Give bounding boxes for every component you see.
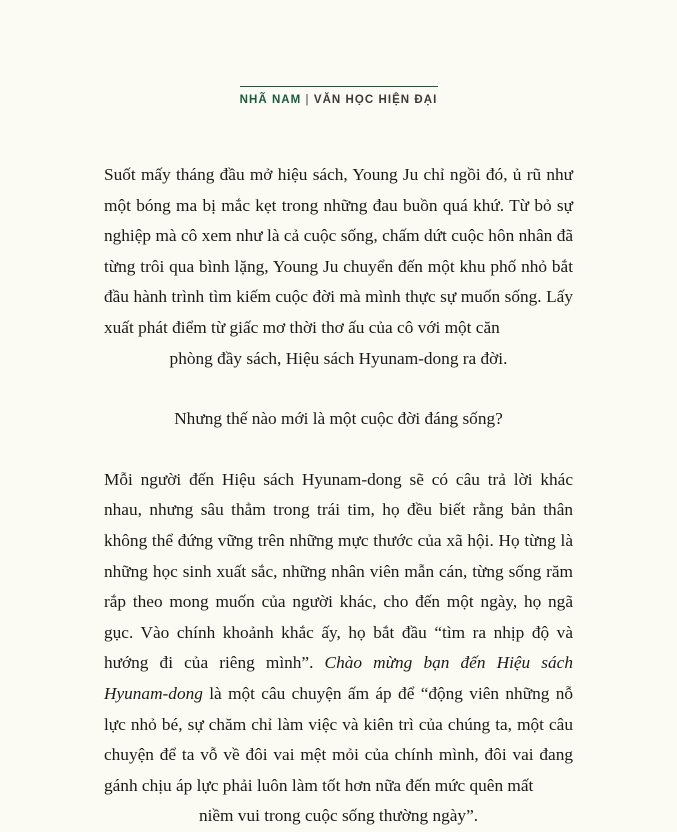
paragraph-1-last-line: phòng đầy sách, Hiệu sách Hyunam-dong ra đời. <box>169 348 508 368</box>
blurb-text <box>104 160 573 832</box>
paragraph-3 <box>104 465 573 832</box>
paragraph-3-last-line: niềm vui trong cuộc sống thường ngày”. <box>198 806 479 826</box>
paragraph-3-part-b: là một câu chuyện ấm áp để “động viên những nỗ lực nhỏ bé, sự chăm chỉ làm việc và kiên trì của chúng ta, một câu chuyện để ta vỗ về đôi vai mệt mỏi của chính mình, đôi vai đang gánh chịu áp lực phải luôn làm tốt hơn nữa đến mức quên mất <box>104 683 573 795</box>
header-divider <box>240 86 438 87</box>
book-title-italic: Chào mừng bạn đến Hiệu sách Hyunam-dong <box>104 653 573 703</box>
publisher-header <box>104 86 573 116</box>
book-back-cover-page <box>0 86 677 829</box>
publisher-name: NHÃ NAM <box>239 94 302 106</box>
paragraph-3-part-a: Mỗi người đến Hiệu sách Hyunam-dong sẽ có câu trả lời khác nhau, nhưng sâu thẳm trong trái tim, họ đều biết rằng bản thân không thể đứng vững trên những mực thước của xã hội. Họ từng là những học sinh xuất sắc, những nhân viên mẫn cán, từng sống răm rắp theo mong muốn của người khác, cho đến một ngày, họ ngã gục. Vào chính khoảnh khắc ấy, họ bắt đầu “tìm ra nhịp độ và hướng đi của riêng mình”. <box>104 469 573 673</box>
header-separator: | <box>305 94 310 106</box>
paragraph-1 <box>104 160 573 374</box>
publisher-line <box>104 94 573 106</box>
paragraph-1-body: Suốt mấy tháng đầu mở hiệu sách, Young Ju chỉ ngồi đó, ủ rũ như một bóng ma bị mắc kẹt trong những đau buồn quá khứ. Từ bỏ sự nghiệp mà cô xem như là cả cuộc sống, chấm dứt cuộc hôn nhân đã từng trôi qua bình lặng, Young Ju chuyển đến một khu phố nhỏ bắt đầu hành trình tìm kiếm cuộc đời mà mình thực sự muốn sống. Lấy xuất phát điểm từ giấc mơ thời thơ ấu của cô với một căn <box>104 165 573 337</box>
paragraph-2-question: Nhưng thế nào mới là một cuộc đời đáng sống? <box>174 409 503 429</box>
series-name: VĂN HỌC HIỆN ĐẠI <box>313 94 438 106</box>
